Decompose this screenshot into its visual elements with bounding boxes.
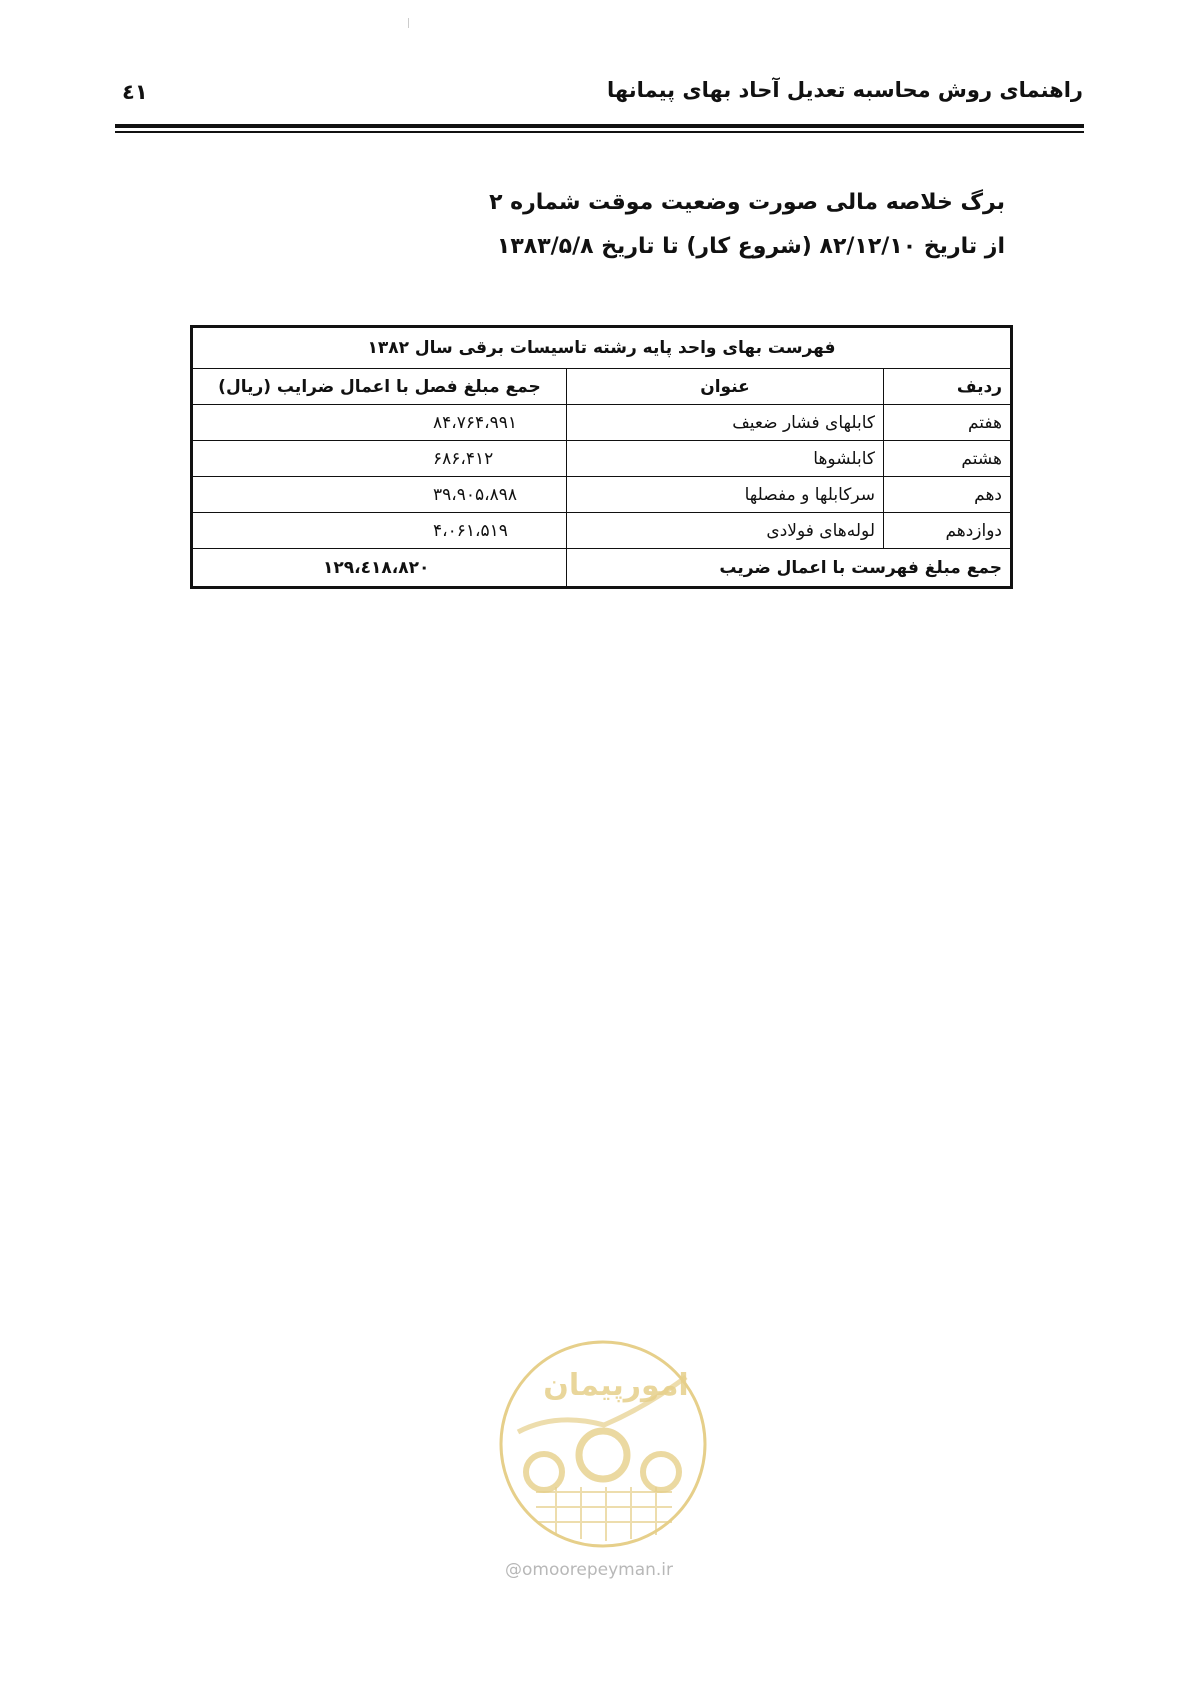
total-amount: ۱۲۹،٤۱۸،۸۲۰ xyxy=(192,549,567,588)
row-amount: ۸۴،۷۶۴،۹۹۱ xyxy=(192,405,567,441)
scan-artifact xyxy=(408,18,409,28)
table-row xyxy=(192,477,1012,513)
page-number: ٤١ xyxy=(122,80,148,104)
row-amount: ۳۹،۹۰۵،۸۹۸ xyxy=(192,477,567,513)
table-row xyxy=(192,405,1012,441)
financial-summary-table xyxy=(190,325,1013,589)
header-rule-thin xyxy=(115,131,1084,133)
header-rule-thick xyxy=(115,124,1084,128)
row-label: هفتم xyxy=(884,405,1012,441)
total-label: جمع مبلغ فهرست با اعمال ضریب xyxy=(567,549,1012,588)
row-amount: ۶۸۶،۴۱۲ xyxy=(192,441,567,477)
row-label: هشتم xyxy=(884,441,1012,477)
watermark-logo-icon xyxy=(496,1337,711,1552)
row-amount: ۴،۰۶۱،۵۱۹ xyxy=(192,513,567,549)
document-title: برگ خلاصه مالی صورت وضعیت موقت شماره ۲ xyxy=(489,190,1005,215)
watermark-url: @omoorepeyman.ir xyxy=(505,1560,674,1580)
header-amount: جمع مبلغ فصل با اعمال ضرایب (ریال) xyxy=(192,369,567,405)
row-label: دهم xyxy=(884,477,1012,513)
row-title: کابلهای فشار ضعیف xyxy=(567,405,884,441)
table-caption-row xyxy=(192,327,1012,369)
header-row-number: ردیف xyxy=(884,369,1012,405)
row-label: دوازدهم xyxy=(884,513,1012,549)
row-title: سرکابلها و مفصلها xyxy=(567,477,884,513)
table-caption: فهرست بهای واحد پایه رشته تاسیسات برقی سال ۱۳۸۲ xyxy=(192,327,1012,369)
table-row xyxy=(192,441,1012,477)
row-title: کابلشوها xyxy=(567,441,884,477)
document-date-range: از تاریخ ۸۲/۱۲/۱۰ (شروع کار) تا تاریخ ۱۳۸۳/۵/۸ xyxy=(496,234,1005,259)
table-total-row xyxy=(192,549,1012,588)
running-header-title: راهنمای روش محاسبه تعدیل آحاد بهای پیمانها xyxy=(606,78,1083,102)
header-title: عنوان xyxy=(567,369,884,405)
table-row xyxy=(192,513,1012,549)
row-title: لوله‌های فولادی xyxy=(567,513,884,549)
watermark-logo-text: امورپیمان xyxy=(543,1368,689,1403)
table-header-row xyxy=(192,369,1012,405)
